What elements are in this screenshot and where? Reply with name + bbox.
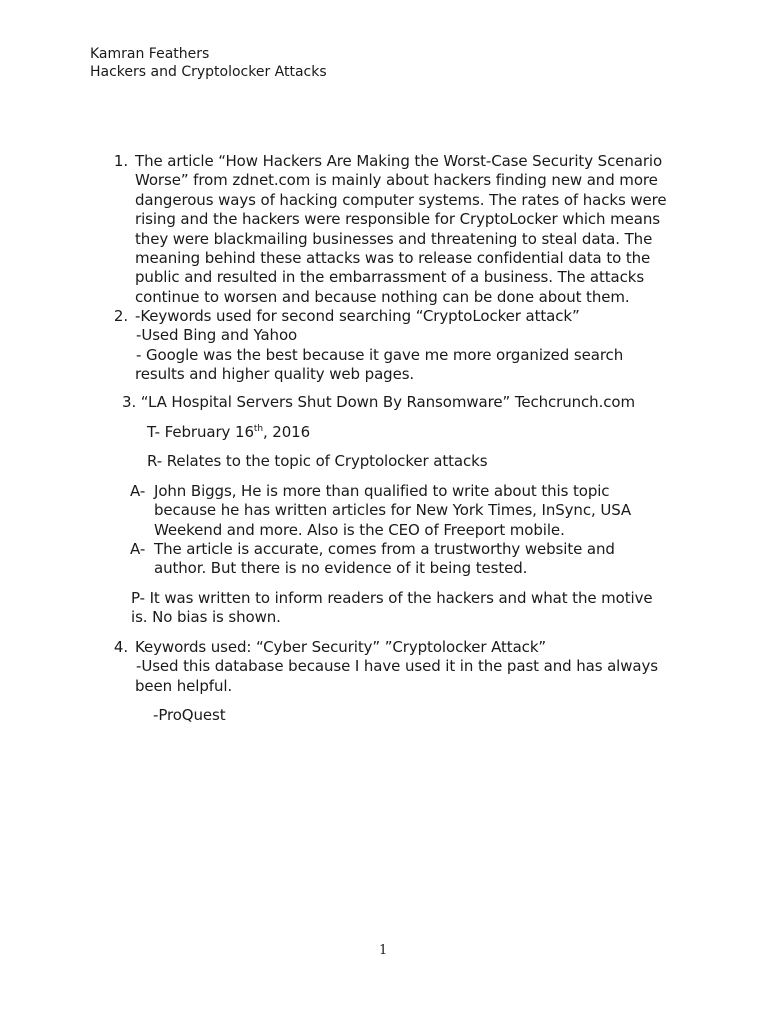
item-1-line: dangerous ways of hacking computer systems. The rates of hacks were — [135, 190, 667, 209]
item-2-paragraph — [135, 307, 623, 385]
item-1-line: The article “How Hackers Are Making the Worst-Case Security Scenario — [135, 152, 663, 170]
item-1-line: rising and the hackers were responsible for CryptoLocker which means — [135, 210, 660, 229]
item-3-timeliness — [147, 423, 310, 442]
item-4-line: Keywords used: “Cyber Security” ”Cryptolocker Attack” — [135, 638, 547, 656]
item-4-paragraph — [135, 638, 658, 696]
item-2-number: 2. — [113, 307, 128, 325]
item-3-relevance: R- Relates to the topic of Cryptolocker attacks — [147, 452, 488, 470]
document-title: Hackers and Cryptolocker Attacks — [90, 64, 327, 80]
item-4-database: -ProQuest — [153, 706, 226, 724]
purpose-line: is. No bias is shown. — [131, 608, 281, 627]
item-1-line: public and resulted in the embarrassment of a business. The attacks — [135, 268, 645, 287]
item-4-number: 4. — [113, 638, 128, 656]
item-1-number: 1. — [113, 152, 128, 170]
item-3-accuracy — [154, 540, 615, 579]
date-ordinal-suffix: th — [253, 424, 263, 434]
item-1-line: continue to worsen and because nothing can be done about them. — [135, 287, 630, 306]
item-4-line: been helpful. — [135, 676, 233, 695]
item-2-line: -Used Bing and Yahoo — [136, 326, 298, 345]
item-4-line: -Used this database because I have used it in the past and has always — [136, 657, 658, 676]
timeliness-date: T- February 16 — [147, 423, 254, 441]
item-1-line: Worse” from zdnet.com is mainly about hackers finding new and more — [135, 171, 658, 190]
item-3-authority — [154, 482, 631, 540]
authority-line: John Biggs, He is more than qualified to write about this topic — [154, 482, 610, 500]
item-3-heading: 3. “LA Hospital Servers Shut Down By Ransomware” Techcrunch.com — [122, 393, 635, 411]
accuracy-line: The article is accurate, comes from a trustworthy website and — [154, 540, 615, 558]
author-name: Kamran Feathers — [90, 46, 210, 62]
accuracy-line: author. But there is no evidence of it being tested. — [154, 559, 528, 578]
authority-line: Weekend and more. Also is the CEO of Freeport mobile. — [154, 520, 565, 539]
item-1-line: they were blackmailing businesses and threatening to steal data. The — [135, 229, 653, 248]
item-1-line: meaning behind these attacks was to release confidential data to the — [135, 249, 651, 268]
authority-marker: A- — [130, 482, 146, 500]
timeliness-year: , 2016 — [262, 423, 311, 441]
item-2-line: - Google was the best because it gave me more organized search — [136, 345, 624, 364]
accuracy-marker: A- — [130, 540, 146, 558]
item-2-line: -Keywords used for second searching “CryptoLocker attack” — [135, 307, 580, 325]
item-2-line: results and higher quality web pages. — [135, 365, 415, 384]
item-1-paragraph — [135, 152, 667, 307]
page-number: 1 — [379, 943, 388, 958]
item-3-purpose — [131, 589, 653, 628]
purpose-line: P- It was written to inform readers of the hackers and what the motive — [131, 589, 653, 607]
authority-line: because he has written articles for New York Times, InSync, USA — [154, 501, 632, 520]
